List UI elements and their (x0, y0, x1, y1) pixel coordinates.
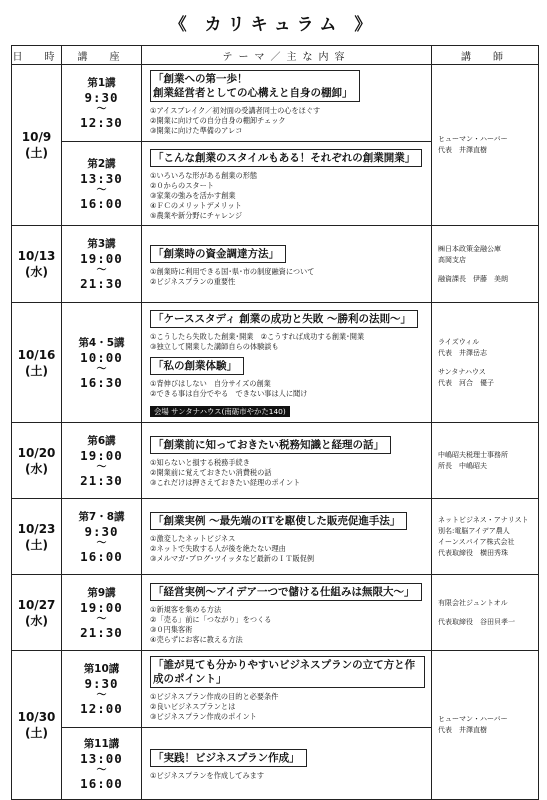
date-cell (12, 303, 62, 423)
instructor-line: 所長 中嶋昭夫 (438, 461, 487, 470)
spacer (438, 266, 532, 274)
session-title-line: 「創業時の資金調達方法」 (153, 247, 279, 260)
instructor-line: サンタナハウス (438, 367, 486, 376)
header-topic: テーマ／主な内容 (142, 46, 432, 65)
time-separator: ～ (96, 613, 107, 625)
topic-cell (142, 65, 432, 142)
topic-item: ①創業時に利用できる国･県･市の制度融資について (150, 266, 315, 276)
session-number: 第3講 (87, 238, 116, 250)
instructor-line: 融資課長 伊藤 美朗 (438, 274, 508, 283)
topic-item: ③０円集客術 (150, 625, 193, 634)
topic-item: ②良いビジネスプランとは (150, 702, 236, 711)
topic-item: ④ＦＣのメリットデメリット (150, 201, 242, 210)
session-title-line: 「こんな創業のスタイルもある！それぞれの創業開業」 (153, 152, 416, 164)
header-row (12, 46, 539, 65)
venue-badge: 会場 サンタナハウス(南砺市やかた140) (150, 406, 290, 417)
header-instructor: 講 師 (432, 46, 539, 65)
session-title (150, 245, 286, 263)
topic-item: ①ビジネスプランを作成してみます (150, 771, 265, 780)
topic-item: ③ビジネスプラン作成のポイント (150, 712, 257, 721)
topic-item: ③メルマガ･ブログ･ツイッタなど最新のＩＴ販促例 (150, 554, 315, 563)
topic-item: ①いろいろな形がある創業の形態 (150, 171, 258, 180)
instructor-line: 代表取締役 谷田貝孝一 (438, 617, 515, 626)
instructor-cell (432, 303, 539, 423)
date-value: 10/20 (17, 445, 56, 460)
end-time: 16:00 (80, 548, 123, 564)
date-value: 10/9 (21, 130, 52, 144)
date-cell (12, 651, 62, 800)
session-cell (62, 499, 142, 575)
date-cell (12, 226, 62, 303)
session-title (150, 749, 307, 767)
time-separator: ～ (96, 265, 107, 276)
instructor-line: 別名:電脳アイデア農人 (438, 526, 510, 535)
start-time: 9:30 (84, 523, 119, 539)
topic-item: ②「売る」前に「つながり」をつくる (150, 615, 272, 624)
session-number: 第7・8講 (78, 510, 125, 523)
session-cell (62, 423, 142, 499)
topic-cell (142, 142, 432, 226)
topic-cell (142, 651, 432, 728)
topic-item: ①ビジネスプラン作成の目的と必要条件 (150, 692, 279, 701)
date-cell (12, 499, 62, 575)
table-row (12, 303, 539, 423)
topic-item: ③開業に向けた準備のアレコ (150, 126, 243, 135)
day-of-week: (水) (25, 461, 48, 476)
time-separator: ～ (96, 184, 107, 196)
session-number: 第9講 (87, 586, 116, 599)
time-separator: ～ (96, 363, 107, 375)
end-time: 21:30 (80, 276, 123, 291)
day-of-week: (土) (25, 146, 48, 160)
start-time: 13:30 (80, 170, 123, 186)
session-title (150, 310, 418, 328)
session-cell (62, 575, 142, 651)
session-title-line: 「実践！ビジネスプラン作成」 (153, 752, 300, 764)
session-title-line: 創業経営者としての心構えと自身の棚卸」 (153, 87, 353, 99)
start-time: 19:00 (80, 599, 123, 615)
session-title-line: 「創業実例 ～最先端のITを駆使した販売促進手法」 (153, 515, 401, 527)
topic-item: ②開業前に覚えておきたい消費税の話 (150, 468, 272, 477)
spacer (438, 359, 532, 367)
spacer (438, 609, 532, 617)
start-time: 9:30 (84, 676, 119, 691)
day-of-week: (水) (25, 613, 48, 628)
session-number: 第1講 (87, 77, 116, 89)
topic-cell (142, 423, 432, 499)
topic-item: ⑤農業や新分野にチャレンジ (150, 211, 243, 220)
session-title-line: 「経営実例～アイデア一つで儲ける仕組みは無限大～」 (153, 586, 415, 598)
date-value: 10/16 (17, 347, 56, 362)
date-value: 10/27 (17, 597, 56, 612)
session-title (150, 70, 360, 102)
start-time: 19:00 (80, 447, 123, 463)
end-time: 21:30 (80, 624, 123, 640)
date-value: 10/13 (17, 249, 56, 263)
session-title-line: 「誰が見ても分かりやすいビジネスプランの立て方と作成のポイント」 (153, 659, 416, 685)
date-cell (12, 423, 62, 499)
day-of-week: (土) (25, 537, 48, 552)
session-cell (62, 65, 142, 142)
topic-item: ③家業の強みを活かす創業 (150, 191, 236, 200)
session-title-line: 「創業前に知っておきたい税務知識と経理の話」 (153, 439, 384, 451)
end-time: 16:00 (80, 195, 123, 211)
session-number: 第2講 (87, 157, 116, 170)
instructor-cell (432, 65, 539, 226)
session-cell (62, 226, 142, 303)
time-separator: ～ (96, 104, 107, 115)
start-time: 9:30 (84, 90, 119, 105)
curriculum-table (11, 45, 539, 800)
session-title (150, 656, 425, 688)
header-session: 講 座 (62, 46, 142, 65)
start-time: 13:00 (80, 750, 123, 766)
time-separator: ～ (96, 690, 107, 701)
topic-item: ②開業に向けての自分自身の棚卸チェック (150, 116, 286, 125)
instructor-line: ネットビジネス・アナリスト (438, 515, 529, 524)
instructor-line: 有限会社ジュントオル (438, 598, 508, 607)
instructor-cell (432, 499, 539, 575)
instructor-cell (432, 575, 539, 651)
topic-item: ②ビジネスプランの重要性 (150, 276, 236, 286)
table-row (12, 65, 539, 142)
table-row (12, 423, 539, 499)
instructor-line: 代表 井澤直樹 (438, 146, 487, 154)
table-row (12, 226, 539, 303)
date-value: 10/30 (17, 710, 56, 724)
end-time: 16:30 (80, 374, 123, 390)
end-time: 16:00 (80, 775, 123, 791)
topic-item: ②０からのスタート (150, 181, 214, 190)
session-subtitle-line: 「私の創業体験」 (153, 360, 237, 372)
start-time: 10:00 (80, 349, 123, 365)
session-cell (62, 142, 142, 226)
session-title (150, 436, 391, 454)
day-of-week: (土) (25, 363, 48, 378)
session-subtitle (150, 357, 244, 375)
instructor-line: 代表 井澤直樹 (438, 726, 487, 734)
instructor-cell (432, 226, 539, 303)
instructor-line: ヒューマン・ハーバー (438, 135, 508, 143)
instructor-line: 代表 河合 優子 (438, 378, 494, 387)
instructor-line: ヒューマン・ハーバー (438, 715, 508, 723)
topic-cell (142, 303, 432, 423)
session-cell (62, 303, 142, 423)
end-time: 12:00 (80, 701, 123, 716)
topic-cell (142, 499, 432, 575)
instructor-line: ライズウィル (438, 337, 480, 346)
header-date: 日 時 (12, 46, 62, 65)
session-number: 第11講 (83, 737, 120, 750)
topic-cell (142, 575, 432, 651)
session-title (150, 583, 422, 601)
instructor-line: ㈱日本政策金融公庫 (438, 244, 501, 253)
instructor-line: 代表取締役 横田秀珠 (438, 548, 508, 557)
topic-item: ①激変したネットビジネス (150, 534, 236, 543)
time-separator: ～ (96, 537, 107, 549)
session-number: 第6講 (87, 434, 116, 447)
day-of-week: (水) (25, 265, 48, 279)
date-cell (12, 575, 62, 651)
end-time: 21:30 (80, 472, 123, 488)
session-cell (62, 728, 142, 800)
table-row (12, 499, 539, 575)
topic-item: ①新規客を集める方法 (150, 605, 222, 614)
start-time: 19:00 (80, 251, 123, 266)
topic-item: ①背伸びはしない 自分サイズの創業 (150, 379, 271, 388)
curriculum-body (12, 65, 539, 800)
instructor-cell (432, 651, 539, 800)
topic-item: ①アイスブレイク／初対面の受講者同士の心をほぐす (150, 106, 321, 115)
session-title-line: 「創業への第一歩！ (153, 73, 248, 85)
session-title-line: 「ケーススタディ 創業の成功と失敗 ～勝利の法則～」 (153, 313, 411, 325)
time-separator: ～ (96, 461, 107, 473)
page-title: 《 カリキュラム 》 (169, 15, 378, 35)
topic-item: ①知らないと損する税務手続き (150, 458, 250, 467)
time-separator: ～ (96, 764, 107, 776)
topic-item: ②できる事は自分でやる できない事は人に聞け (150, 389, 308, 398)
instructor-line: 中嶋昭夫税理士事務所 (438, 450, 508, 459)
topic-item: ③これだけは押さえておきたい経理のポイント (150, 478, 301, 487)
date-value: 10/23 (17, 521, 56, 536)
session-number: 第4・5講 (78, 336, 125, 349)
topic-item: ①こうしたら失敗した創業･開業 ②こうすれば成功する創業･開業 (150, 332, 365, 341)
topic-cell (142, 728, 432, 800)
topic-cell (142, 226, 432, 303)
session-number: 第10講 (83, 663, 120, 675)
topic-item: ④売らずにお客に教える方法 (150, 635, 243, 644)
end-time: 12:30 (80, 115, 123, 130)
session-cell (62, 651, 142, 728)
day-of-week: (土) (25, 726, 48, 740)
session-title (150, 512, 407, 530)
instructor-line: イーンスパイア株式会社 (438, 537, 515, 546)
session-title (150, 149, 422, 167)
instructor-cell (432, 423, 539, 499)
table-row (12, 575, 539, 651)
topic-item: ③独立して開業した講師自らの体験談も (150, 342, 279, 351)
date-cell (12, 65, 62, 226)
instructor-line: 高岡支店 (438, 255, 466, 264)
table-row (12, 651, 539, 728)
topic-item: ②ネットで失敗する人が後を絶たない理由 (150, 544, 286, 553)
instructor-line: 代表 井澤岳志 (438, 348, 487, 357)
